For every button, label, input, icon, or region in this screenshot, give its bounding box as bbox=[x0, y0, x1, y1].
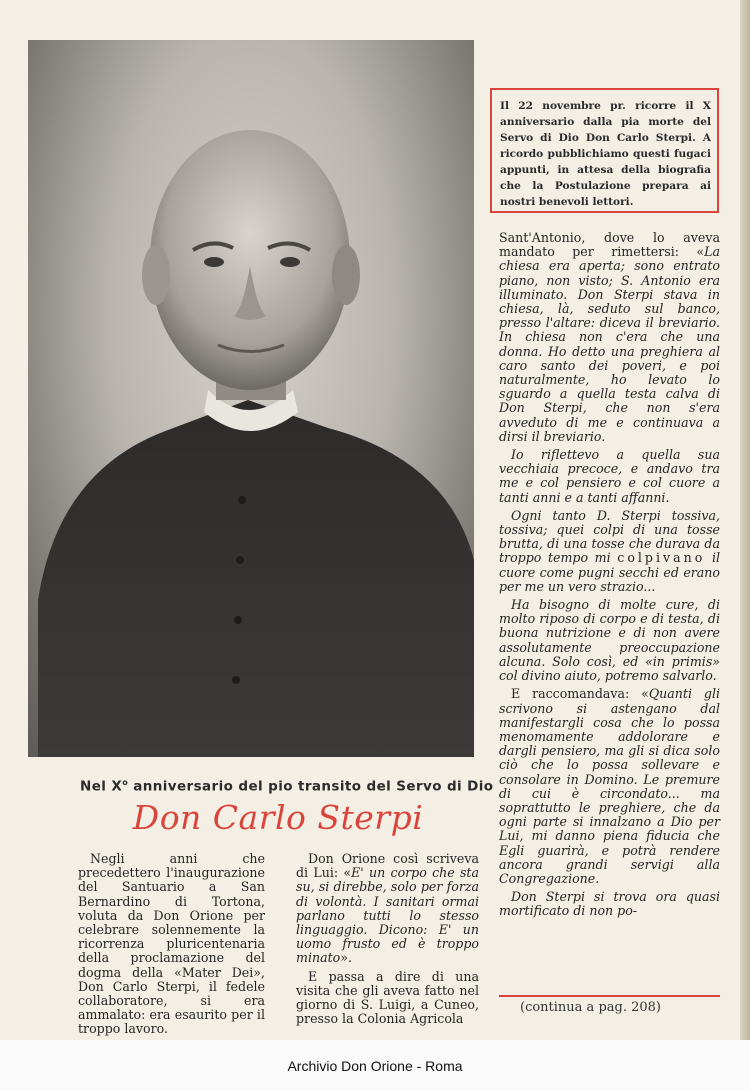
paragraph bbox=[499, 448, 720, 505]
quote-run: Ha bisogno di molte cure, di molto riposo di corpo e di testa, di buona nutrizione e di non avere assolutamente preoccupazione alcuna. Solo così, ed «in primis» col divino aiuto, potremo salvarlo. bbox=[499, 597, 720, 684]
paragraph bbox=[499, 231, 720, 444]
kicker-superscript: o bbox=[122, 778, 129, 787]
text-run: Don Orione così scriveva di Lui: « bbox=[296, 851, 479, 881]
article-right-column bbox=[499, 231, 720, 923]
portrait-illustration bbox=[28, 40, 474, 757]
archive-footer: Archivio Don Orione - Roma bbox=[287, 1058, 463, 1074]
kicker-title bbox=[80, 778, 494, 795]
paragraph bbox=[499, 687, 720, 886]
notice-text: Il 22 novembre pr. ricorre il X anniversario dalla pia morte del Servo di Dio Don Carlo Sterpi. A ricordo pubblichiamo questi fugaci appunti, in attesa della biografia che la Postulazione prepara ai nostri benevoli lettori. bbox=[500, 100, 711, 208]
paragraph bbox=[499, 890, 720, 918]
quote-run: Io riflettevo a quella sua vecchiaia precoce, e andavo tra me e col pensiero e col cuore a tanti anni e a tanti affanni. bbox=[499, 447, 720, 505]
anniversary-notice-box bbox=[490, 88, 719, 213]
quote-run: E' un corpo che sta su, si direbbe, solo per forza di volontà. I sanitari ormai parlano tutti lo stesso linguaggio. Dicono: E' un uomo frusto ed è troppo minato bbox=[296, 865, 480, 966]
continuation-note: (continua a pag. 208) bbox=[520, 1000, 661, 1015]
text-run: Sant'Antonio, dove lo aveva mandato per rimettersi: « bbox=[499, 230, 720, 260]
kicker-text: anniversario del pio transito del Servo di Dio bbox=[128, 778, 494, 795]
page-edge bbox=[740, 0, 750, 1091]
text-run: E raccomandava: « bbox=[511, 686, 649, 702]
divider bbox=[499, 995, 720, 997]
paragraph: Negli anni che precedettero l'inaugurazione del Santuario a San Bernardino di Tortona, voluta da Don Orione per celebrare solennemente la ricorrenza pluricentenaria della proclamazione del dogma della «Mater Dei», Don Carlo Sterpi, il fedele collaboratore, si era ammalato: era esaurito per il troppo lavoro. bbox=[78, 851, 265, 1037]
article-middle-column bbox=[296, 852, 479, 1030]
paragraph bbox=[499, 509, 720, 594]
kicker-text: Nel X bbox=[80, 778, 123, 795]
portrait-photo bbox=[28, 40, 474, 757]
text-run: ». bbox=[340, 950, 352, 966]
headline: Don Carlo Sterpi bbox=[132, 798, 424, 837]
quote-run: La chiesa era aperta; sono entrato piano, non visto; S. Antonio era illuminato. Don Sterpi stava in chiesa, là, seduto sul banco, presso l'altare: diceva il breviario. In chiesa non c'era che una donna. Ho detto una preghiera al caro santo dei poveri, e poi naturalmente, ho levato lo sguardo a quella testa calva di Don Sterpi, che non s'era avveduto di me e continuava a dirsi il breviario. bbox=[499, 244, 720, 444]
paragraph: E passa a dire di una visita che gli aveva fatto nel giorno di S. Luigi, a Cuneo, presso la Colonia Agricola bbox=[296, 968, 479, 1027]
article-left-column bbox=[78, 852, 265, 1041]
quote-run: il cuore come pugni secchi ed erano per me un vero strazio... bbox=[499, 550, 721, 594]
spaced-word: colpivano bbox=[617, 550, 706, 566]
quote-run: Quanti gli scrivono si astengano dal manifestargli cosa che lo possa menomamente addolorare e dargli pensiero, ma gli si dica solo ciò che lo possa sollevare e consolare in Domino. Le premure di cui è circondato... ma soprattutto le preghiere, che da ogni parte si innalzano a Dio per Lui, mi danno piena fiducia che Egli guarirà, e potrà rendere ancora grandi servigi alla Congregazione. bbox=[499, 686, 720, 886]
paragraph bbox=[499, 598, 720, 683]
quote-run: Don Sterpi si trova ora quasi mortificato di non po- bbox=[499, 889, 720, 919]
quote-run: Ogni tanto D. Sterpi tossiva, tossiva; quei colpi di una tosse brutta, di una tosse che durava da troppo tempo mi bbox=[499, 507, 720, 566]
paragraph bbox=[296, 852, 479, 966]
